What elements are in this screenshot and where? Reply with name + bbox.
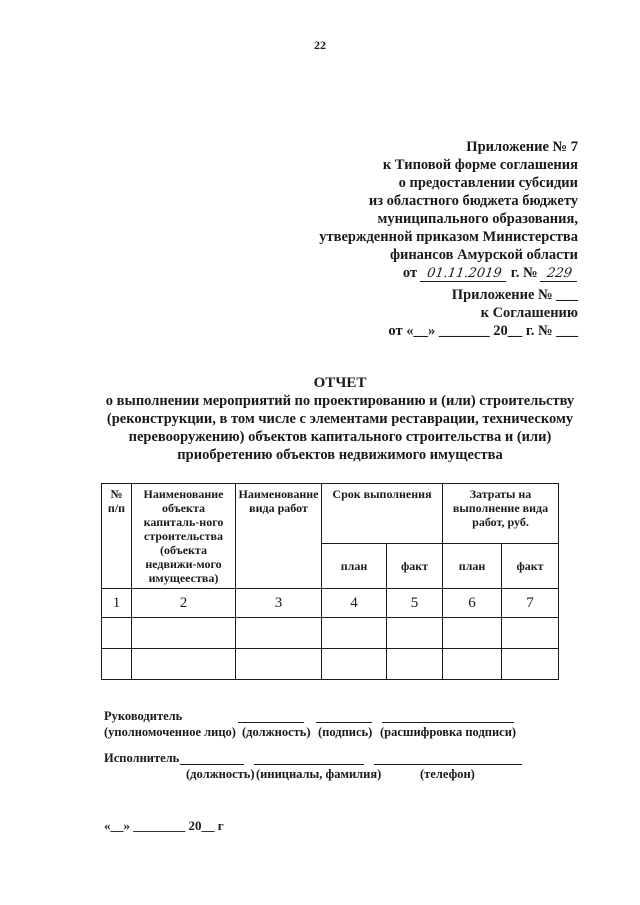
header-cost: Затраты на выполнение вида работ, руб. [443, 484, 559, 544]
table-cell[interactable] [102, 649, 132, 680]
report-table [101, 483, 559, 680]
subheader-fact: факт [387, 544, 443, 589]
table-cell[interactable] [236, 649, 322, 680]
head-label-sub: (уполномоченное лицо) [104, 725, 236, 739]
col-number: 4 [322, 589, 387, 618]
caption-phone: (телефон) [420, 767, 475, 781]
appendix-line: муниципального образования, [377, 211, 578, 227]
col-number: 2 [132, 589, 236, 618]
col-number: 7 [502, 589, 559, 618]
appendix-line: о предоставлении субсидии [398, 175, 578, 191]
appendix-line: к Типовой форме соглашения [382, 157, 578, 173]
caption-executor-position: (должность) [186, 767, 255, 781]
agreement-line: от «__» _______ 20__ г. № ___ [388, 323, 578, 339]
table-row [102, 618, 559, 649]
col-number: 6 [443, 589, 502, 618]
agreement-line: Приложение № ___ [451, 287, 578, 303]
table-header-row [102, 484, 559, 544]
page-number: 22 [314, 38, 326, 52]
head-label: Руководитель [104, 709, 183, 723]
table-cell[interactable] [502, 618, 559, 649]
order-prefix: от [402, 265, 418, 281]
col-number: 3 [236, 589, 322, 618]
caption-initials: (инициалы, фамилия) [256, 767, 382, 781]
appendix-line: финансов Амурской области [389, 247, 578, 263]
table-cell[interactable] [387, 649, 443, 680]
agreement-header [388, 286, 578, 340]
order-number-handwritten: 229 [540, 266, 579, 282]
position-line[interactable] [238, 722, 304, 723]
executor-position-line[interactable] [180, 764, 244, 765]
head-signature-row [104, 708, 564, 742]
report-line: (реконструкции, в том числе с элементами реставрации, техническому [106, 411, 574, 427]
caption-position: (должность) [242, 725, 311, 739]
report-heading: ОТЧЕТ [313, 375, 367, 391]
table-cell[interactable] [443, 649, 502, 680]
table-cell[interactable] [443, 618, 502, 649]
table-cell[interactable] [387, 618, 443, 649]
table-cell[interactable] [502, 649, 559, 680]
report-line: о выполнении мероприятий по проектированию и (или) строительству [105, 393, 575, 409]
appendix-header [319, 138, 578, 282]
signature-line[interactable] [316, 722, 372, 723]
order-reference [319, 264, 578, 282]
header-num: № п/п [102, 484, 132, 589]
decoding-line[interactable] [382, 722, 514, 723]
signature-block [104, 708, 564, 784]
table-cell[interactable] [322, 649, 387, 680]
report-line: перевооружению) объектов капитального строительства и (или) [128, 429, 552, 445]
executor-signature-row [104, 750, 564, 784]
table-cell[interactable] [132, 618, 236, 649]
agreement-line: к Соглашению [480, 305, 578, 321]
table-row [102, 649, 559, 680]
appendix-line: Приложение № 7 [466, 139, 578, 155]
appendix-line: из областного бюджета бюджету [368, 193, 578, 209]
appendix-line: утвержденной приказом Министерства [319, 229, 578, 245]
subheader-fact: факт [502, 544, 559, 589]
table-number-row [102, 589, 559, 618]
executor-label: Исполнитель [104, 751, 180, 765]
date-field[interactable]: «__» ________ 20__ г [104, 818, 224, 833]
header-term: Срок выполнения [322, 484, 443, 544]
executor-name-line[interactable] [254, 764, 364, 765]
caption-signature: (подпись) [318, 725, 373, 739]
report-line: приобретению объектов недвижимого имущества [177, 447, 503, 463]
subheader-plan: план [322, 544, 387, 589]
executor-phone-line[interactable] [374, 764, 522, 765]
col-number: 1 [102, 589, 132, 618]
caption-decoding: (расшифровка подписи) [380, 725, 517, 739]
table-cell[interactable] [132, 649, 236, 680]
order-mid: г. № [510, 265, 538, 281]
header-object: Наименование объекта капиталь-ного строительства (объекта недвижи-мого имущеества) [132, 484, 236, 589]
subheader-plan: план [443, 544, 502, 589]
col-number: 5 [387, 589, 443, 618]
table-cell[interactable] [102, 618, 132, 649]
table-cell[interactable] [236, 618, 322, 649]
table-cell[interactable] [322, 618, 387, 649]
report-title [90, 374, 590, 464]
header-work-type: Наименование вида работ [236, 484, 322, 589]
order-date-handwritten: 01.11.2019 [420, 266, 509, 282]
